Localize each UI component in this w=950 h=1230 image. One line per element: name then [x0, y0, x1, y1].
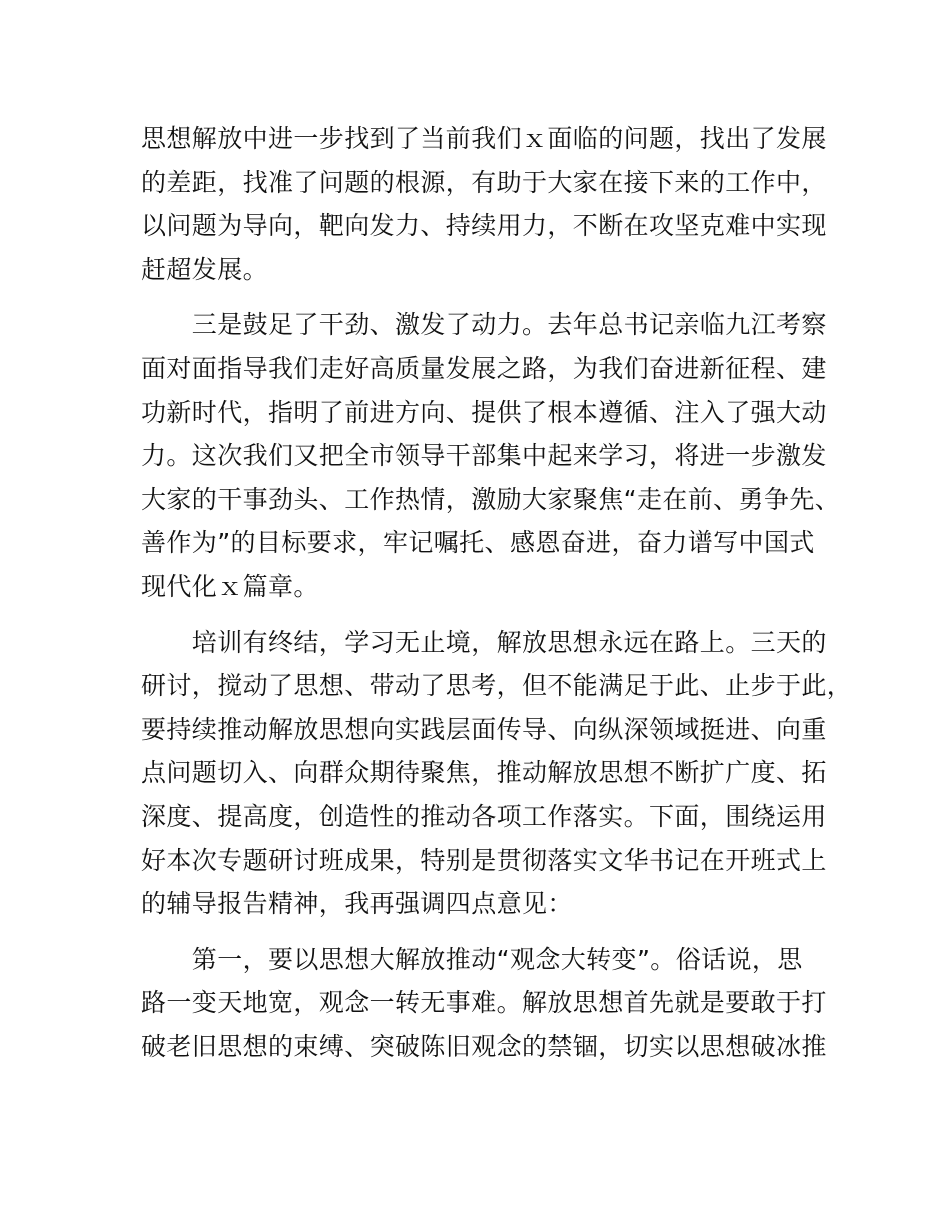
text-line: 路一变天地宽，观念一转无事难。解放思想首先就是要敢于打 [141, 988, 827, 1018]
text-line: 的辅导报告精神，我再强调四点意见： [141, 889, 573, 919]
document-body [141, 117, 853, 1068]
text-line: 破老旧思想的束缚、突破陈旧观念的禁锢，切实以思想破冰推 [141, 1031, 827, 1061]
paragraph-3 [141, 621, 853, 926]
paragraph-1 [141, 117, 841, 291]
text-line: 好本次专题研讨班成果，特别是贯彻落实文华书记在开班式上 [141, 845, 827, 875]
text-line: 以问题为导向，靶向发力、持续用力，不断在攻坚克难中实现 [141, 211, 827, 241]
text-line: 点问题切入、向群众期待聚焦，推动解放思想不断扩广度、拓 [141, 758, 827, 788]
paragraph-spacer [141, 609, 841, 621]
paragraph-4 [141, 938, 841, 1069]
text-line: 现代化ｘ篇章。 [141, 571, 319, 601]
text-line: 思想解放中进一步找到了当前我们ｘ面临的问题，找出了发展 [141, 124, 827, 153]
text-line: 要持续推动解放思想向实践层面传导、向纵深领域挺进、向重 [141, 714, 827, 744]
paragraph-spacer [141, 291, 841, 303]
text-line: 第一，要以思想大解放推动“观念大转变”。俗话说，思 [141, 944, 803, 974]
paragraph-2 [141, 303, 841, 608]
text-line: 面对面指导我们走好高质量发展之路，为我们奋进新征程、建 [141, 353, 827, 383]
text-line: 深度、提高度，创造性的推动各项工作落实。下面，围绕运用 [141, 801, 827, 831]
text-line: 功新时代，指明了前进方向、提供了根本遵循、注入了强大动 [141, 397, 827, 427]
text-line: 力。这次我们又把全市领导干部集中起来学习，将进一步激发 [141, 441, 827, 471]
paragraph-spacer [141, 926, 841, 938]
text-line: 大家的干事劲头、工作热情，激励大家聚焦“走在前、勇争先、 [141, 484, 841, 514]
text-line: 的差距，找准了问题的根源，有助于大家在接下来的工作中， [141, 167, 827, 197]
text-line: 三是鼓足了干劲、激发了动力。去年总书记亲临九江考察 [141, 310, 827, 340]
text-line: 研讨，搅动了思想、带动了思考，但不能满足于此、止步于此， [141, 671, 853, 701]
text-line: 善作为”的目标要求，牢记嘱托、感恩奋进，奋力谱写中国式 [141, 528, 815, 558]
text-line: 赶超发展。 [141, 254, 269, 284]
text-line: 培训有终结，学习无止境，解放思想永远在路上。三天的 [141, 627, 827, 657]
